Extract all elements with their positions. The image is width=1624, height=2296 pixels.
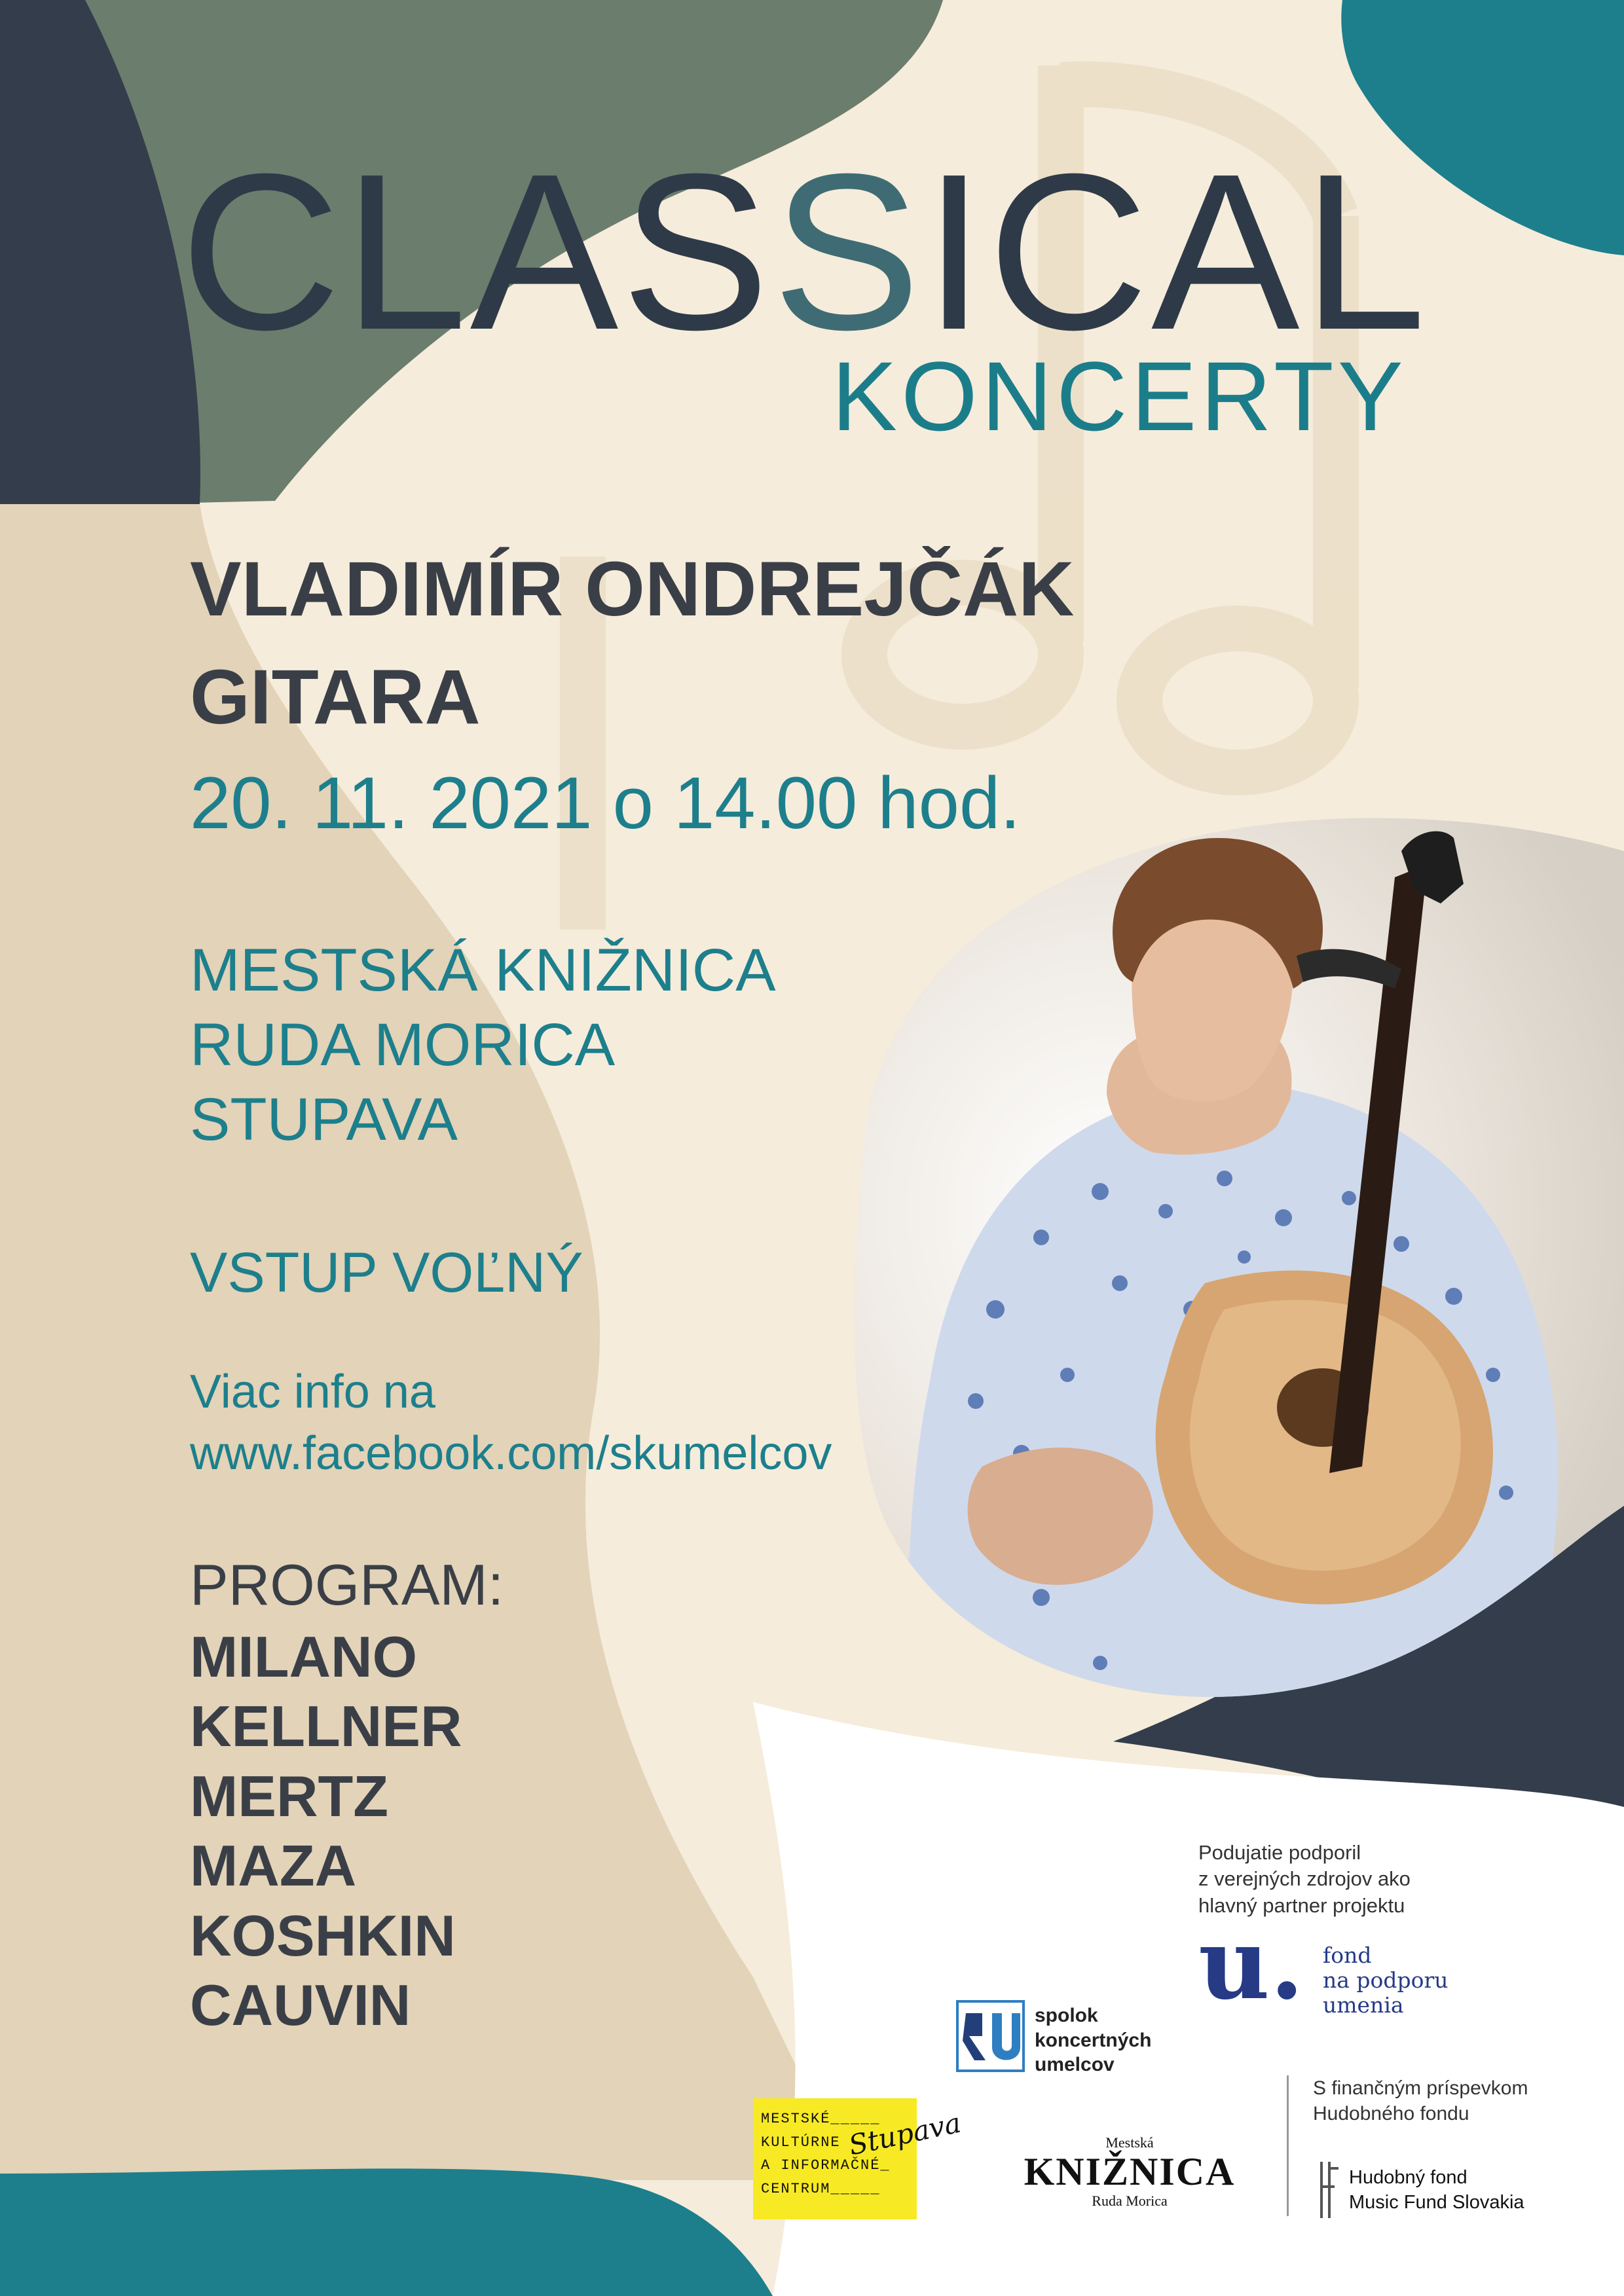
hf-line: Hudobný fond (1349, 2167, 1467, 2188)
event-datetime: 20. 11. 2021 o 14.00 hod. (190, 762, 1021, 844)
title-part1: CLAS (180, 128, 773, 376)
support-line: hlavný partner projektu (1198, 1893, 1405, 1917)
mkic-line: A INFORMAČNÉ_ (761, 2157, 891, 2174)
program-item: MAZA (190, 1833, 357, 1899)
fond-na-podporu-umenia-logo (1198, 1906, 1591, 2023)
hudobny-fond-logo (1316, 2160, 1591, 2219)
venue-line: RUDA MORICA (190, 1011, 616, 1079)
mkic-stupava-logo (753, 2098, 917, 2219)
program-item: KOSHKIN (190, 1903, 456, 1968)
mkic-script-stupava: Stupava (845, 2106, 964, 2162)
program-item: KELLNER (190, 1694, 462, 1759)
venue (190, 933, 776, 1157)
title-classical (180, 128, 1429, 376)
hudobny-fond-text (1349, 2166, 1524, 2215)
sku-logo-icon (956, 2000, 1025, 2072)
facebook-link[interactable]: www.facebook.com/skumelcov (190, 1427, 832, 1480)
mkic-line: KULTÚRNE (761, 2134, 841, 2151)
kniznica-name: KNIŽNICA (1024, 2150, 1236, 2193)
performer-photo (825, 812, 1624, 1702)
program-list (190, 1622, 462, 2041)
program-item: CAUVIN (190, 1973, 411, 2038)
support-line: Podujatie podporil (1198, 1841, 1361, 1864)
title-accent-letter: S (772, 128, 923, 376)
title-part2: ICAL (923, 128, 1429, 376)
sku-line: umelcov (1035, 2054, 1115, 2075)
venue-line: STUPAVA (190, 1086, 458, 1154)
kniznica-bottom-text: Ruda Morica (1092, 2193, 1168, 2209)
sponsor-divider (1287, 2075, 1289, 2216)
mestska-kniznica-logo (1018, 2134, 1241, 2226)
more-info (190, 1362, 832, 1484)
program-item: MERTZ (190, 1763, 389, 1829)
hudobny-fond-icon (1316, 2160, 1342, 2219)
spolok-koncertnych-umelcov-logo (956, 2000, 1218, 2079)
program-item: MILANO (190, 1624, 418, 1689)
hf-support-line: Hudobného fondu (1313, 2103, 1469, 2124)
entry-info: VSTUP VOĽNÝ (190, 1241, 583, 1304)
performer-name: VLADIMÍR ONDREJČÁK (190, 546, 1075, 632)
mkic-line: CENTRUM_____ (761, 2180, 881, 2197)
support-line: z verejných zdrojov ako (1198, 1867, 1411, 1891)
fpu-line: fond (1323, 1942, 1372, 1968)
sku-line: koncertných (1035, 2029, 1152, 2051)
program-title: PROGRAM: (190, 1552, 504, 1617)
hf-support-statement (1313, 2075, 1528, 2126)
title-koncerty: KONCERTY (832, 341, 1407, 451)
venue-line: MESTSKÁ KNIŽNICA (190, 937, 776, 1004)
mkic-line: MESTSKÉ_____ (761, 2111, 881, 2127)
fpu-logo-text (1323, 1943, 1449, 2018)
fpu-line: na podporu (1323, 1967, 1449, 1993)
sku-logo-text (1035, 2003, 1151, 2077)
sku-line: spolok (1035, 2005, 1098, 2026)
hf-line: Music Fund Slovakia (1349, 2191, 1524, 2213)
fpu-line: umenia (1323, 1992, 1404, 2018)
more-info-label: Viac info na (190, 1366, 435, 1418)
fpu-logo-mark: u. (1198, 1906, 1304, 2022)
hf-support-line: S finančným príspevkom (1313, 2077, 1528, 2099)
instrument: GITARA (190, 654, 481, 740)
kniznica-top-text: Mestská (1105, 2134, 1154, 2151)
